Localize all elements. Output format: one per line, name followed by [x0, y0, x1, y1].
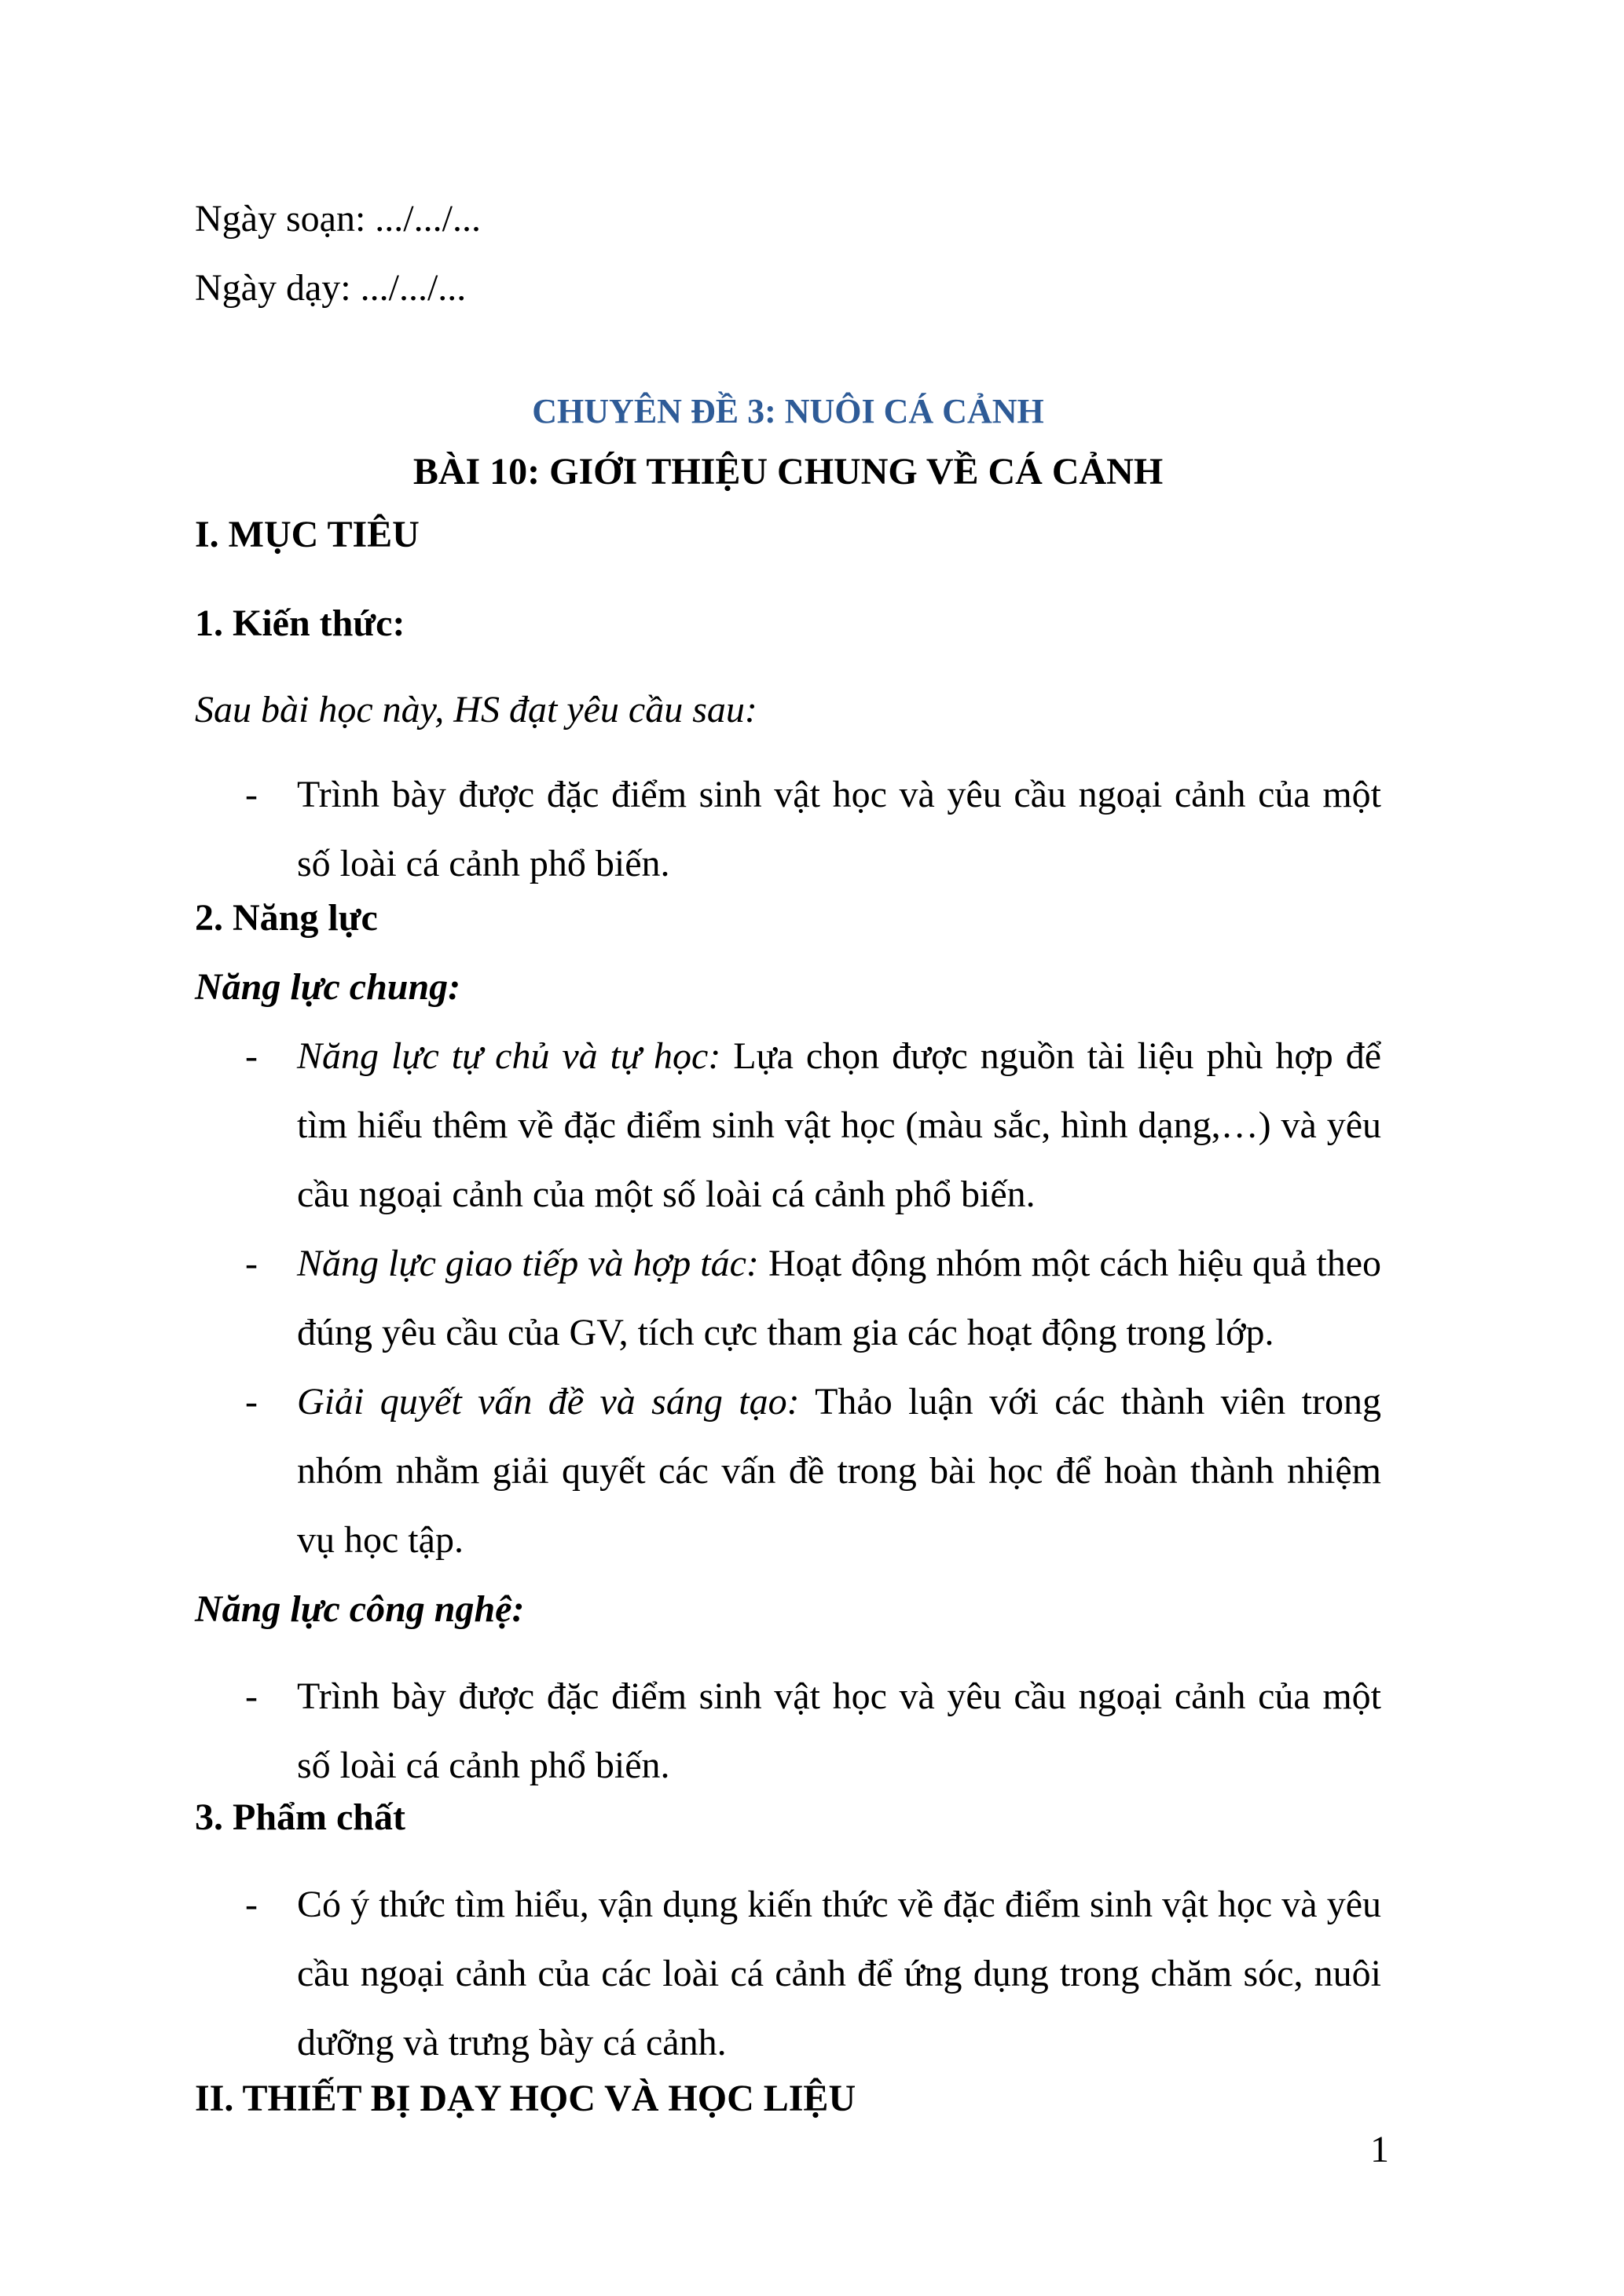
bullet-text: Thảo luận với các thành viên trong nhóm nhằm giải quyết các vấn đề trong bài học để hoàn thành nhiệm vụ học tập. — [297, 1381, 1381, 1561]
pham-chat-bullet — [195, 1870, 1381, 2078]
heading-nang-luc-cong-nghe: Năng lực công nghệ: — [195, 1588, 525, 1630]
bullet-dash: - — [245, 1884, 258, 1925]
bullet-dash: - — [245, 774, 258, 815]
bullet-lead-italic: Năng lực tự chủ và tự học: — [297, 1035, 721, 1077]
bullet-text: Trình bày được đặc điểm sinh vật học và yêu cầu ngoại cảnh của một số loài cá cảnh phổ biến. — [297, 1675, 1381, 1786]
bullet-text: Hoạt động nhóm một cách hiệu quả theo đúng yêu cầu của GV, tích cực tham gia các hoạt động trong lớp. — [297, 1243, 1381, 1353]
nang-luc-chung-bullet — [195, 1022, 1381, 1229]
bullet-dash: - — [245, 1381, 258, 1423]
bullet-dash: - — [245, 1243, 258, 1284]
bullet-dash: - — [245, 1035, 258, 1077]
lesson-title: BÀI 10: GIỚI THIỆU CHUNG VỀ CÁ CẢNH — [412, 451, 1164, 493]
nang-luc-cong-nghe-bullet — [195, 1662, 1381, 1800]
heading-nang-luc-chung: Năng lực chung: — [195, 966, 461, 1008]
bullet-text: Trình bày được đặc điểm sinh vật học và yêu cầu ngoại cảnh của một số loài cá cảnh phổ biến. — [297, 774, 1381, 884]
topic-title: CHUYÊN ĐỀ 3: NUÔI CÁ CẢNH — [532, 392, 1044, 430]
kien-thuc-intro: Sau bài học này, HS đạt yêu cầu sau: — [195, 689, 757, 731]
section-heading-muc-tieu: I. MỤC TIÊU — [195, 514, 420, 555]
date-taught-line: Ngày dạy: .../.../... — [195, 267, 467, 309]
kien-thuc-bullet — [195, 760, 1381, 899]
bullet-lead-italic: Giải quyết vấn đề và sáng tạo: — [297, 1381, 800, 1423]
section-heading-thiet-bi: II. THIẾT BỊ DẠY HỌC VÀ HỌC LIỆU — [195, 2078, 856, 2119]
date-prepared-line: Ngày soạn: .../.../... — [195, 198, 481, 240]
bullet-text: Có ý thức tìm hiểu, vận dụng kiến thức về đặc điểm sinh vật học và yêu cầu ngoại cảnh của các loài cá cảnh để ứng dụng trong chăm sóc, nuôi dưỡng và trưng bày cá cảnh. — [297, 1884, 1381, 2063]
page-number: 1 — [1370, 2129, 1389, 2170]
bullet-lead-italic: Năng lực giao tiếp và hợp tác: — [297, 1243, 759, 1284]
nang-luc-chung-bullet — [195, 1229, 1381, 1368]
subheading-pham-chat: 3. Phẩm chất — [195, 1796, 405, 1838]
bullet-text: Lựa chọn được nguồn tài liệu phù hợp để tìm hiểu thêm về đặc điểm sinh vật học (màu sắc, hình dạng,…) và yêu cầu ngoại cảnh của một số loài cá cảnh phổ biến. — [297, 1035, 1381, 1215]
subheading-kien-thuc: 1. Kiến thức: — [195, 602, 405, 644]
bullet-dash: - — [245, 1675, 258, 1717]
subheading-nang-luc: 2. Năng lực — [195, 897, 378, 939]
nang-luc-chung-bullet — [195, 1368, 1381, 1575]
page-content — [195, 185, 1381, 2133]
